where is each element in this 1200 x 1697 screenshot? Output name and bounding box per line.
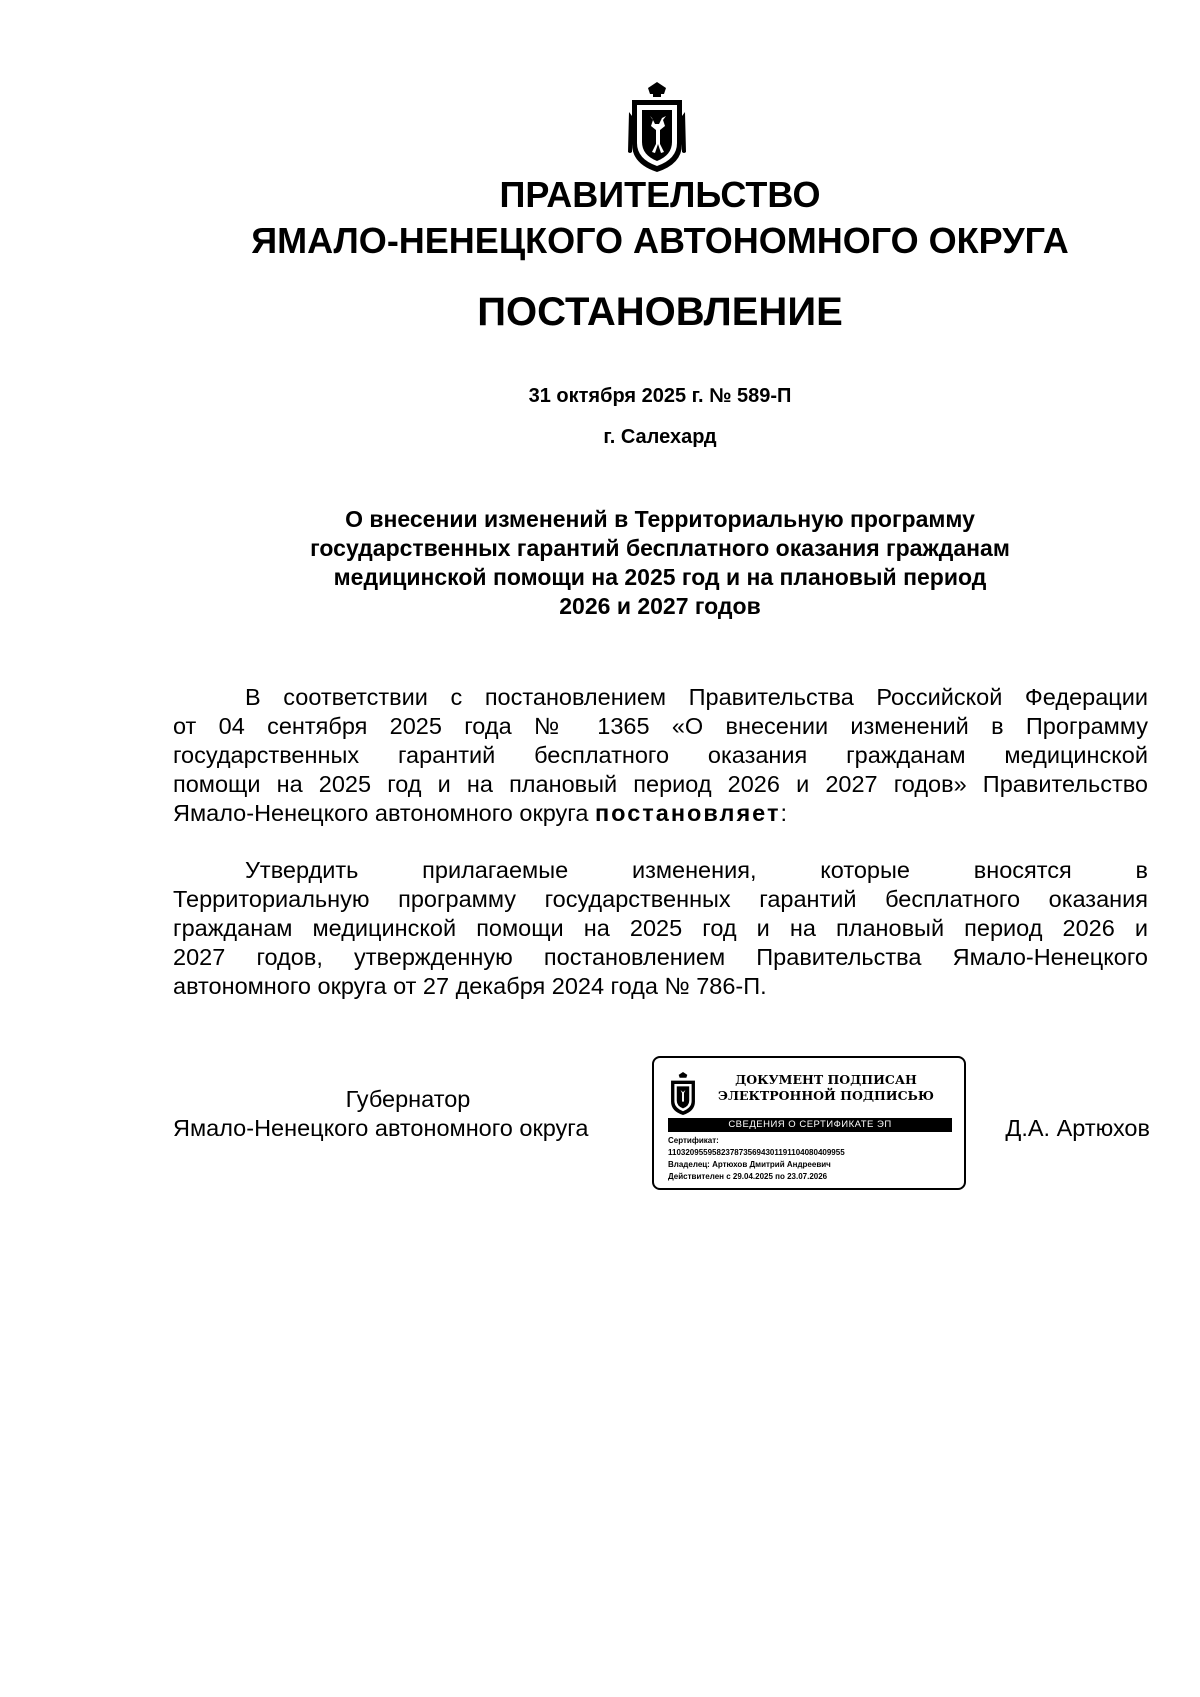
paragraph-punctuation: :: [780, 800, 787, 826]
resolution-verb: постановляет: [594, 800, 781, 826]
document-city: г. Салехард: [603, 426, 717, 448]
certificate-label: Сертификат:: [668, 1136, 719, 1145]
paragraph-line: помощи на 2025 год и на плановый период 2026 и 2027 годов» Правительство: [173, 771, 1148, 797]
document-date-number: 31 октября 2025 г. № 589-П: [528, 385, 792, 407]
subject-line: государственных гарантий бесплатного оказания гражданам: [310, 535, 1010, 561]
stamp-heading: [716, 1072, 936, 1104]
paragraph-line: 2027 годов, утвержденную постановлением Правительства Ямало-Ненецкого: [173, 944, 1148, 970]
paragraph-line-last: [173, 799, 1148, 828]
coat-of-arms-icon: [626, 82, 688, 174]
certificate-owner: Владелец: Артюхов Дмитрий Андреевич: [668, 1160, 831, 1169]
electronic-signature-stamp: [652, 1056, 966, 1190]
government-title: [0, 172, 1200, 264]
certificate-validity: Действителен с 29.04.2025 по 23.07.2026: [668, 1172, 828, 1181]
document-kind: ПОСТАНОВЛЕНИЕ: [477, 290, 843, 334]
paragraph-line: Утвердить прилагаемые изменения, которые вносятся в: [245, 857, 1148, 883]
subject-line: О внесении изменений в Территориальную программу: [345, 506, 975, 532]
coat-of-arms-icon: [668, 1072, 698, 1116]
signer-title: Губернатор: [345, 1086, 471, 1112]
government-line-2: ЯМАЛО-НЕНЕЦКОГО АВТОНОМНОГО ОКРУГА: [251, 220, 1069, 261]
preamble-paragraph: [173, 683, 1148, 828]
paragraph-line: Территориальную программу государственных гарантий бесплатного оказания: [173, 886, 1148, 912]
resolution-paragraph: [173, 856, 1148, 1001]
government-line-1: ПРАВИТЕЛЬСТВО: [499, 174, 821, 215]
certificate-details: [668, 1135, 958, 1183]
paragraph-line: В соответствии с постановлением Правительства Российской Федерации: [245, 684, 1148, 710]
document-subject: [200, 505, 1120, 621]
stamp-heading-line: ЭЛЕКТРОННОЙ ПОДПИСЬЮ: [718, 1088, 934, 1103]
signer-position: [173, 1085, 643, 1143]
signer-name: Д.А. Артюхов: [1005, 1115, 1150, 1141]
paragraph-line: государственных гарантий бесплатного оказания гражданам медицинской: [173, 742, 1148, 768]
paragraph-line: автономного округа от 27 декабря 2024 года № 786-П.: [173, 973, 767, 999]
paragraph-line: от 04 сентября 2025 года № 1365 «О внесении изменений в Программу: [173, 713, 1148, 739]
paragraph-text: Ямало-Ненецкого автономного округа: [173, 800, 595, 826]
paragraph-line: гражданам медицинской помощи на 2025 год и на плановый период 2026 и: [173, 915, 1148, 941]
subject-line: 2026 и 2027 годов: [559, 593, 761, 619]
certificate-info-bar: СВЕДЕНИЯ О СЕРТИФИКАТЕ ЭП: [668, 1118, 952, 1132]
subject-line: медицинской помощи на 2025 год и на плановый период: [333, 564, 987, 590]
stamp-heading-line: ДОКУМЕНТ ПОДПИСАН: [735, 1072, 917, 1087]
signer-organization: Ямало-Ненецкого автономного округа: [173, 1115, 589, 1141]
certificate-number: 1103209559582378735694301191104080409955: [668, 1148, 845, 1157]
